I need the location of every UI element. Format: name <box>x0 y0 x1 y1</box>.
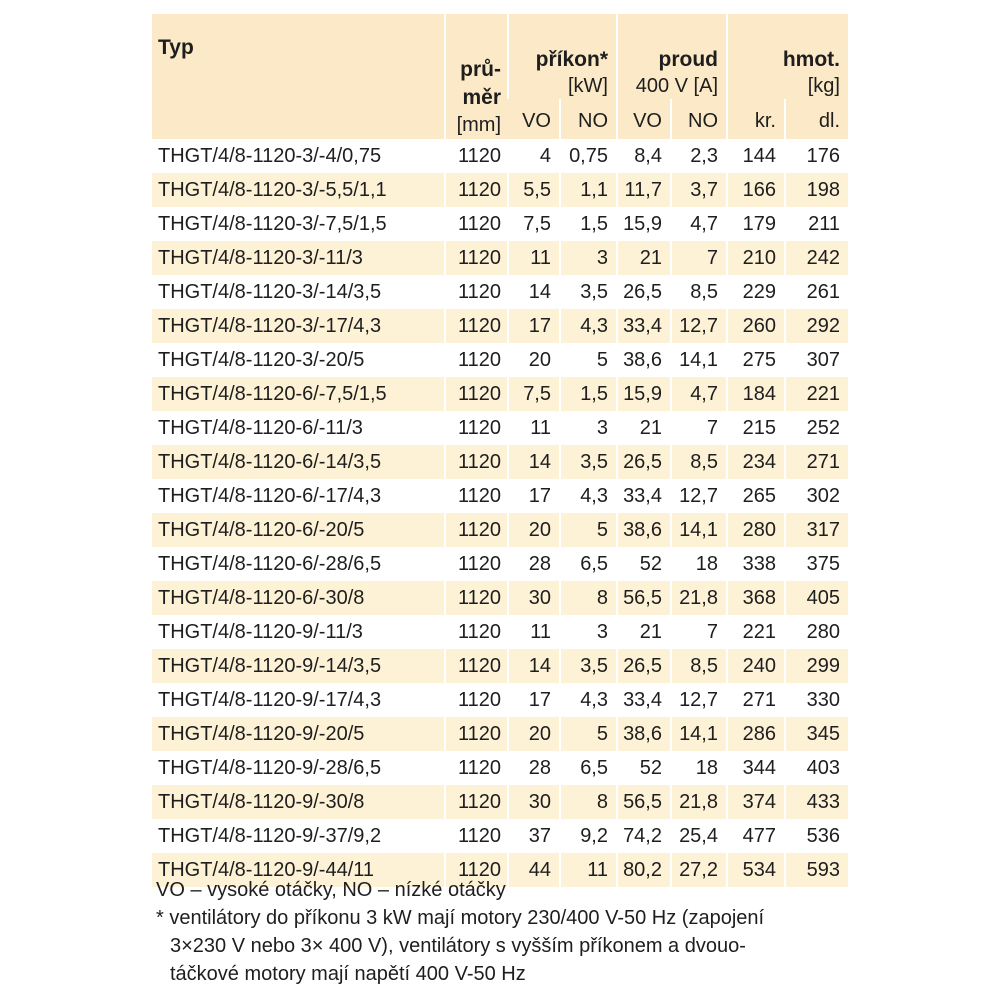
cell-prikon-no: 3 <box>559 241 616 275</box>
cell-prumer: 1120 <box>444 139 507 173</box>
cell-prikon-no: 5 <box>559 513 616 547</box>
cell-prikon-vo: 14 <box>507 445 559 479</box>
header-prumer-unit: [mm] <box>456 114 501 136</box>
cell-hmot-dl: 252 <box>784 411 848 445</box>
cell-prikon-vo: 30 <box>507 581 559 615</box>
table-row <box>152 819 848 853</box>
cell-hmot-dl: 198 <box>784 173 848 207</box>
header-typ: Typ <box>152 14 444 139</box>
cell-hmot-kr: 215 <box>726 411 784 445</box>
subheader-prikon-no: NO <box>559 99 616 139</box>
header-prumer-l2: měr <box>462 86 501 109</box>
cell-hmot-kr: 286 <box>726 717 784 751</box>
cell-hmot-dl: 302 <box>784 479 848 513</box>
cell-proud-vo: 56,5 <box>616 785 670 819</box>
cell-hmot-kr: 368 <box>726 581 784 615</box>
cell-proud-vo: 38,6 <box>616 717 670 751</box>
cell-typ: THGT/4/8-1120-6/-17/4,3 <box>158 484 382 507</box>
cell-hmot-dl: 211 <box>784 207 848 241</box>
table-row <box>152 411 848 445</box>
cell-prumer: 1120 <box>444 683 507 717</box>
table-body <box>152 139 848 887</box>
cell-proud-no: 25,4 <box>670 819 726 853</box>
cell-hmot-dl: 345 <box>784 717 848 751</box>
cell-hmot-kr: 240 <box>726 649 784 683</box>
cell-prumer: 1120 <box>444 547 507 581</box>
cell-prumer: 1120 <box>444 479 507 513</box>
cell-typ: THGT/4/8-1120-9/-17/4,3 <box>158 688 382 711</box>
cell-hmot-kr: 229 <box>726 275 784 309</box>
header-prumer <box>444 14 507 139</box>
subheader-prikon-vo: VO <box>507 99 559 139</box>
cell-prikon-no: 5 <box>559 343 616 377</box>
cell-proud-no: 4,7 <box>670 377 726 411</box>
subheader-hmot-dl: dl. <box>784 99 848 139</box>
cell-hmot-kr: 184 <box>726 377 784 411</box>
cell-hmot-kr: 271 <box>726 683 784 717</box>
cell-prikon-no: 3,5 <box>559 445 616 479</box>
cell-prikon-vo: 4 <box>507 139 559 173</box>
cell-typ: THGT/4/8-1120-6/-20/5 <box>152 513 444 547</box>
cell-proud-no: 14,1 <box>670 717 726 751</box>
cell-proud-no: 12,7 <box>670 309 726 343</box>
cell-prumer: 1120 <box>444 819 507 853</box>
cell-proud-no: 14,1 <box>670 513 726 547</box>
cell-prikon-no: 1,1 <box>559 173 616 207</box>
table-row <box>152 547 848 581</box>
cell-typ: THGT/4/8-1120-6/-11/3 <box>158 416 363 439</box>
cell-prikon-no: 11 <box>559 853 616 887</box>
header-prikon-unit: [kW] <box>568 75 608 97</box>
cell-prumer: 1120 <box>444 717 507 751</box>
cell-proud-vo: 21 <box>616 241 670 275</box>
cell-typ: THGT/4/8-1120-6/-7,5/1,5 <box>152 377 444 411</box>
table-row <box>152 649 848 683</box>
cell-proud-vo: 56,5 <box>616 581 670 615</box>
cell-proud-vo: 26,5 <box>616 445 670 479</box>
cell-proud-no: 21,8 <box>670 785 726 819</box>
table-row <box>152 377 848 411</box>
table-row <box>152 479 848 513</box>
cell-prikon-no: 8 <box>559 785 616 819</box>
footnote-asterisk-cont2: táčkové motory mají napětí 400 V-50 Hz <box>170 963 526 985</box>
footnotes <box>156 876 856 988</box>
cell-hmot-dl: 405 <box>784 581 848 615</box>
cell-prikon-vo: 11 <box>507 411 559 445</box>
cell-prumer: 1120 <box>444 343 507 377</box>
cell-proud-no: 21,8 <box>670 581 726 615</box>
cell-prikon-vo: 20 <box>507 343 559 377</box>
cell-typ: THGT/4/8-1120-9/-37/9,2 <box>158 824 382 847</box>
cell-proud-no: 3,7 <box>670 173 726 207</box>
cell-prikon-no: 6,5 <box>559 751 616 785</box>
cell-hmot-dl: 261 <box>784 275 848 309</box>
cell-prikon-no: 3,5 <box>559 649 616 683</box>
cell-prikon-vo: 28 <box>507 547 559 581</box>
cell-hmot-dl: 299 <box>784 649 848 683</box>
cell-proud-no: 7 <box>670 615 726 649</box>
cell-prikon-no: 8 <box>559 581 616 615</box>
cell-hmot-kr: 344 <box>726 751 784 785</box>
cell-prikon-no: 3,5 <box>559 275 616 309</box>
spec-table-container <box>152 14 848 887</box>
cell-prikon-no: 4,3 <box>559 479 616 513</box>
cell-proud-vo: 52 <box>616 547 670 581</box>
cell-prumer: 1120 <box>444 785 507 819</box>
cell-prumer: 1120 <box>444 411 507 445</box>
cell-prikon-vo: 5,5 <box>507 173 559 207</box>
cell-typ: THGT/4/8-1120-6/-28/6,5 <box>158 552 382 575</box>
cell-hmot-kr: 144 <box>726 139 784 173</box>
cell-hmot-dl: 176 <box>784 139 848 173</box>
table-row <box>152 241 848 275</box>
cell-proud-vo: 33,4 <box>616 683 670 717</box>
cell-hmot-kr: 166 <box>726 173 784 207</box>
cell-prikon-no: 4,3 <box>559 683 616 717</box>
cell-proud-vo: 26,5 <box>616 275 670 309</box>
cell-typ: THGT/4/8-1120-9/-44/11 <box>152 853 444 887</box>
table-header <box>152 14 848 139</box>
cell-typ: THGT/4/8-1120-3/-5,5/1,1 <box>152 173 444 207</box>
cell-typ: THGT/4/8-1120-3/-14/3,5 <box>158 280 382 303</box>
header-hmot <box>726 14 848 99</box>
cell-proud-no: 18 <box>670 751 726 785</box>
cell-hmot-kr: 260 <box>726 309 784 343</box>
header-hmot-unit: [kg] <box>807 75 840 97</box>
cell-prikon-vo: 14 <box>507 649 559 683</box>
cell-proud-vo: 15,9 <box>616 377 670 411</box>
cell-proud-vo: 74,2 <box>616 819 670 853</box>
table-row <box>152 445 848 479</box>
cell-prikon-no: 0,75 <box>559 139 616 173</box>
cell-proud-no: 8,5 <box>670 649 726 683</box>
cell-hmot-dl: 242 <box>784 241 848 275</box>
cell-hmot-dl: 280 <box>784 615 848 649</box>
cell-hmot-kr: 265 <box>726 479 784 513</box>
cell-proud-no: 7 <box>670 241 726 275</box>
cell-prumer: 1120 <box>444 751 507 785</box>
footnote-asterisk-cont1: 3×230 V nebo 3× 400 V), ventilátory s vyšším příkonem a dvouo- <box>170 935 746 957</box>
cell-prikon-vo: 17 <box>507 683 559 717</box>
cell-prumer: 1120 <box>444 445 507 479</box>
table-row <box>152 309 848 343</box>
header-proud-unit: 400 V [A] <box>635 75 718 97</box>
cell-hmot-dl: 330 <box>784 683 848 717</box>
subheader-hmot-kr: kr. <box>726 99 784 139</box>
cell-typ: THGT/4/8-1120-6/-30/8 <box>152 581 444 615</box>
cell-hmot-dl: 307 <box>784 343 848 377</box>
cell-prikon-no: 5 <box>559 717 616 751</box>
header-hmot-label: hmot. <box>782 48 840 71</box>
cell-prikon-vo: 7,5 <box>507 377 559 411</box>
cell-prikon-no: 1,5 <box>559 377 616 411</box>
cell-prikon-vo: 17 <box>507 479 559 513</box>
cell-prumer: 1120 <box>444 377 507 411</box>
cell-proud-no: 14,1 <box>670 343 726 377</box>
cell-proud-vo: 38,6 <box>616 343 670 377</box>
cell-hmot-kr: 280 <box>726 513 784 547</box>
cell-hmot-kr: 275 <box>726 343 784 377</box>
cell-prumer: 1120 <box>444 309 507 343</box>
cell-prikon-vo: 30 <box>507 785 559 819</box>
cell-prumer: 1120 <box>444 853 507 887</box>
cell-proud-no: 8,5 <box>670 445 726 479</box>
cell-proud-no: 4,7 <box>670 207 726 241</box>
header-proud-label: proud <box>658 48 718 71</box>
cell-proud-vo: 8,4 <box>616 139 670 173</box>
table-row <box>152 717 848 751</box>
cell-typ: THGT/4/8-1120-3/-20/5 <box>158 348 365 371</box>
table-row <box>152 785 848 819</box>
cell-hmot-dl: 221 <box>784 377 848 411</box>
header-prumer-l1: prů- <box>460 58 501 81</box>
cell-prikon-vo: 17 <box>507 309 559 343</box>
cell-hmot-kr: 221 <box>726 615 784 649</box>
cell-prikon-vo: 37 <box>507 819 559 853</box>
cell-prikon-no: 3 <box>559 411 616 445</box>
cell-typ: THGT/4/8-1120-3/-11/3 <box>152 241 444 275</box>
cell-hmot-kr: 477 <box>726 819 784 853</box>
table-row <box>152 275 848 309</box>
cell-proud-vo: 33,4 <box>616 479 670 513</box>
cell-prikon-vo: 14 <box>507 275 559 309</box>
cell-prikon-vo: 7,5 <box>507 207 559 241</box>
cell-typ: THGT/4/8-1120-9/-30/8 <box>152 785 444 819</box>
header-proud <box>616 14 726 99</box>
header-prikon-label: příkon* <box>535 48 608 71</box>
cell-prikon-vo: 11 <box>507 615 559 649</box>
table-row <box>152 615 848 649</box>
cell-prumer: 1120 <box>444 581 507 615</box>
cell-typ: THGT/4/8-1120-3/-17/4,3 <box>152 309 444 343</box>
table-row <box>152 513 848 547</box>
cell-hmot-kr: 374 <box>726 785 784 819</box>
cell-prikon-no: 1,5 <box>559 207 616 241</box>
cell-typ: THGT/4/8-1120-6/-14/3,5 <box>152 445 444 479</box>
table-row <box>152 751 848 785</box>
cell-proud-vo: 80,2 <box>616 853 670 887</box>
cell-hmot-kr: 338 <box>726 547 784 581</box>
cell-proud-vo: 38,6 <box>616 513 670 547</box>
table-row <box>152 581 848 615</box>
table-row <box>152 683 848 717</box>
table-row <box>152 343 848 377</box>
cell-prikon-vo: 44 <box>507 853 559 887</box>
table-row <box>152 173 848 207</box>
footnote-asterisk: * ventilátory do příkonu 3 kW mají motory 230/400 V-50 Hz (zapojení <box>156 907 765 929</box>
table-row <box>152 139 848 173</box>
cell-proud-vo: 15,9 <box>616 207 670 241</box>
cell-proud-vo: 52 <box>616 751 670 785</box>
cell-hmot-kr: 210 <box>726 241 784 275</box>
cell-hmot-kr: 179 <box>726 207 784 241</box>
cell-prumer: 1120 <box>444 649 507 683</box>
cell-hmot-dl: 403 <box>784 751 848 785</box>
subheader-proud-no: NO <box>670 99 726 139</box>
spec-table <box>152 14 848 887</box>
cell-prikon-vo: 20 <box>507 513 559 547</box>
cell-hmot-dl: 433 <box>784 785 848 819</box>
cell-proud-no: 12,7 <box>670 683 726 717</box>
cell-proud-no: 7 <box>670 411 726 445</box>
cell-proud-no: 27,2 <box>670 853 726 887</box>
cell-typ: THGT/4/8-1120-9/-20/5 <box>152 717 444 751</box>
cell-hmot-dl: 271 <box>784 445 848 479</box>
cell-prikon-no: 9,2 <box>559 819 616 853</box>
cell-proud-vo: 26,5 <box>616 649 670 683</box>
cell-proud-vo: 21 <box>616 411 670 445</box>
cell-hmot-dl: 536 <box>784 819 848 853</box>
cell-prumer: 1120 <box>444 615 507 649</box>
cell-hmot-kr: 234 <box>726 445 784 479</box>
cell-hmot-dl: 292 <box>784 309 848 343</box>
cell-prikon-vo: 11 <box>507 241 559 275</box>
cell-proud-no: 18 <box>670 547 726 581</box>
cell-hmot-dl: 375 <box>784 547 848 581</box>
cell-typ: THGT/4/8-1120-9/-14/3,5 <box>152 649 444 683</box>
header-prikon <box>507 14 616 99</box>
subheader-proud-vo: VO <box>616 99 670 139</box>
cell-proud-vo: 21 <box>616 615 670 649</box>
cell-proud-no: 2,3 <box>670 139 726 173</box>
cell-typ: THGT/4/8-1120-9/-28/6,5 <box>158 756 382 779</box>
cell-prumer: 1120 <box>444 241 507 275</box>
cell-prikon-no: 3 <box>559 615 616 649</box>
cell-hmot-dl: 317 <box>784 513 848 547</box>
cell-prumer: 1120 <box>444 513 507 547</box>
cell-hmot-kr: 534 <box>726 853 784 887</box>
footnote-legend: VO – vysoké otáčky, NO – nízké otáčky <box>156 879 506 901</box>
cell-proud-no: 12,7 <box>670 479 726 513</box>
cell-prikon-vo: 20 <box>507 717 559 751</box>
cell-proud-vo: 33,4 <box>616 309 670 343</box>
cell-prikon-no: 6,5 <box>559 547 616 581</box>
cell-typ: THGT/4/8-1120-3/-4/0,75 <box>158 144 382 167</box>
cell-prumer: 1120 <box>444 173 507 207</box>
cell-hmot-dl: 593 <box>784 853 848 887</box>
cell-typ: THGT/4/8-1120-9/-11/3 <box>158 620 363 643</box>
cell-prikon-vo: 28 <box>507 751 559 785</box>
cell-prumer: 1120 <box>444 275 507 309</box>
cell-proud-no: 8,5 <box>670 275 726 309</box>
cell-proud-vo: 11,7 <box>616 173 670 207</box>
cell-prumer: 1120 <box>444 207 507 241</box>
cell-typ: THGT/4/8-1120-3/-7,5/1,5 <box>158 212 387 235</box>
table-row <box>152 207 848 241</box>
cell-prikon-no: 4,3 <box>559 309 616 343</box>
